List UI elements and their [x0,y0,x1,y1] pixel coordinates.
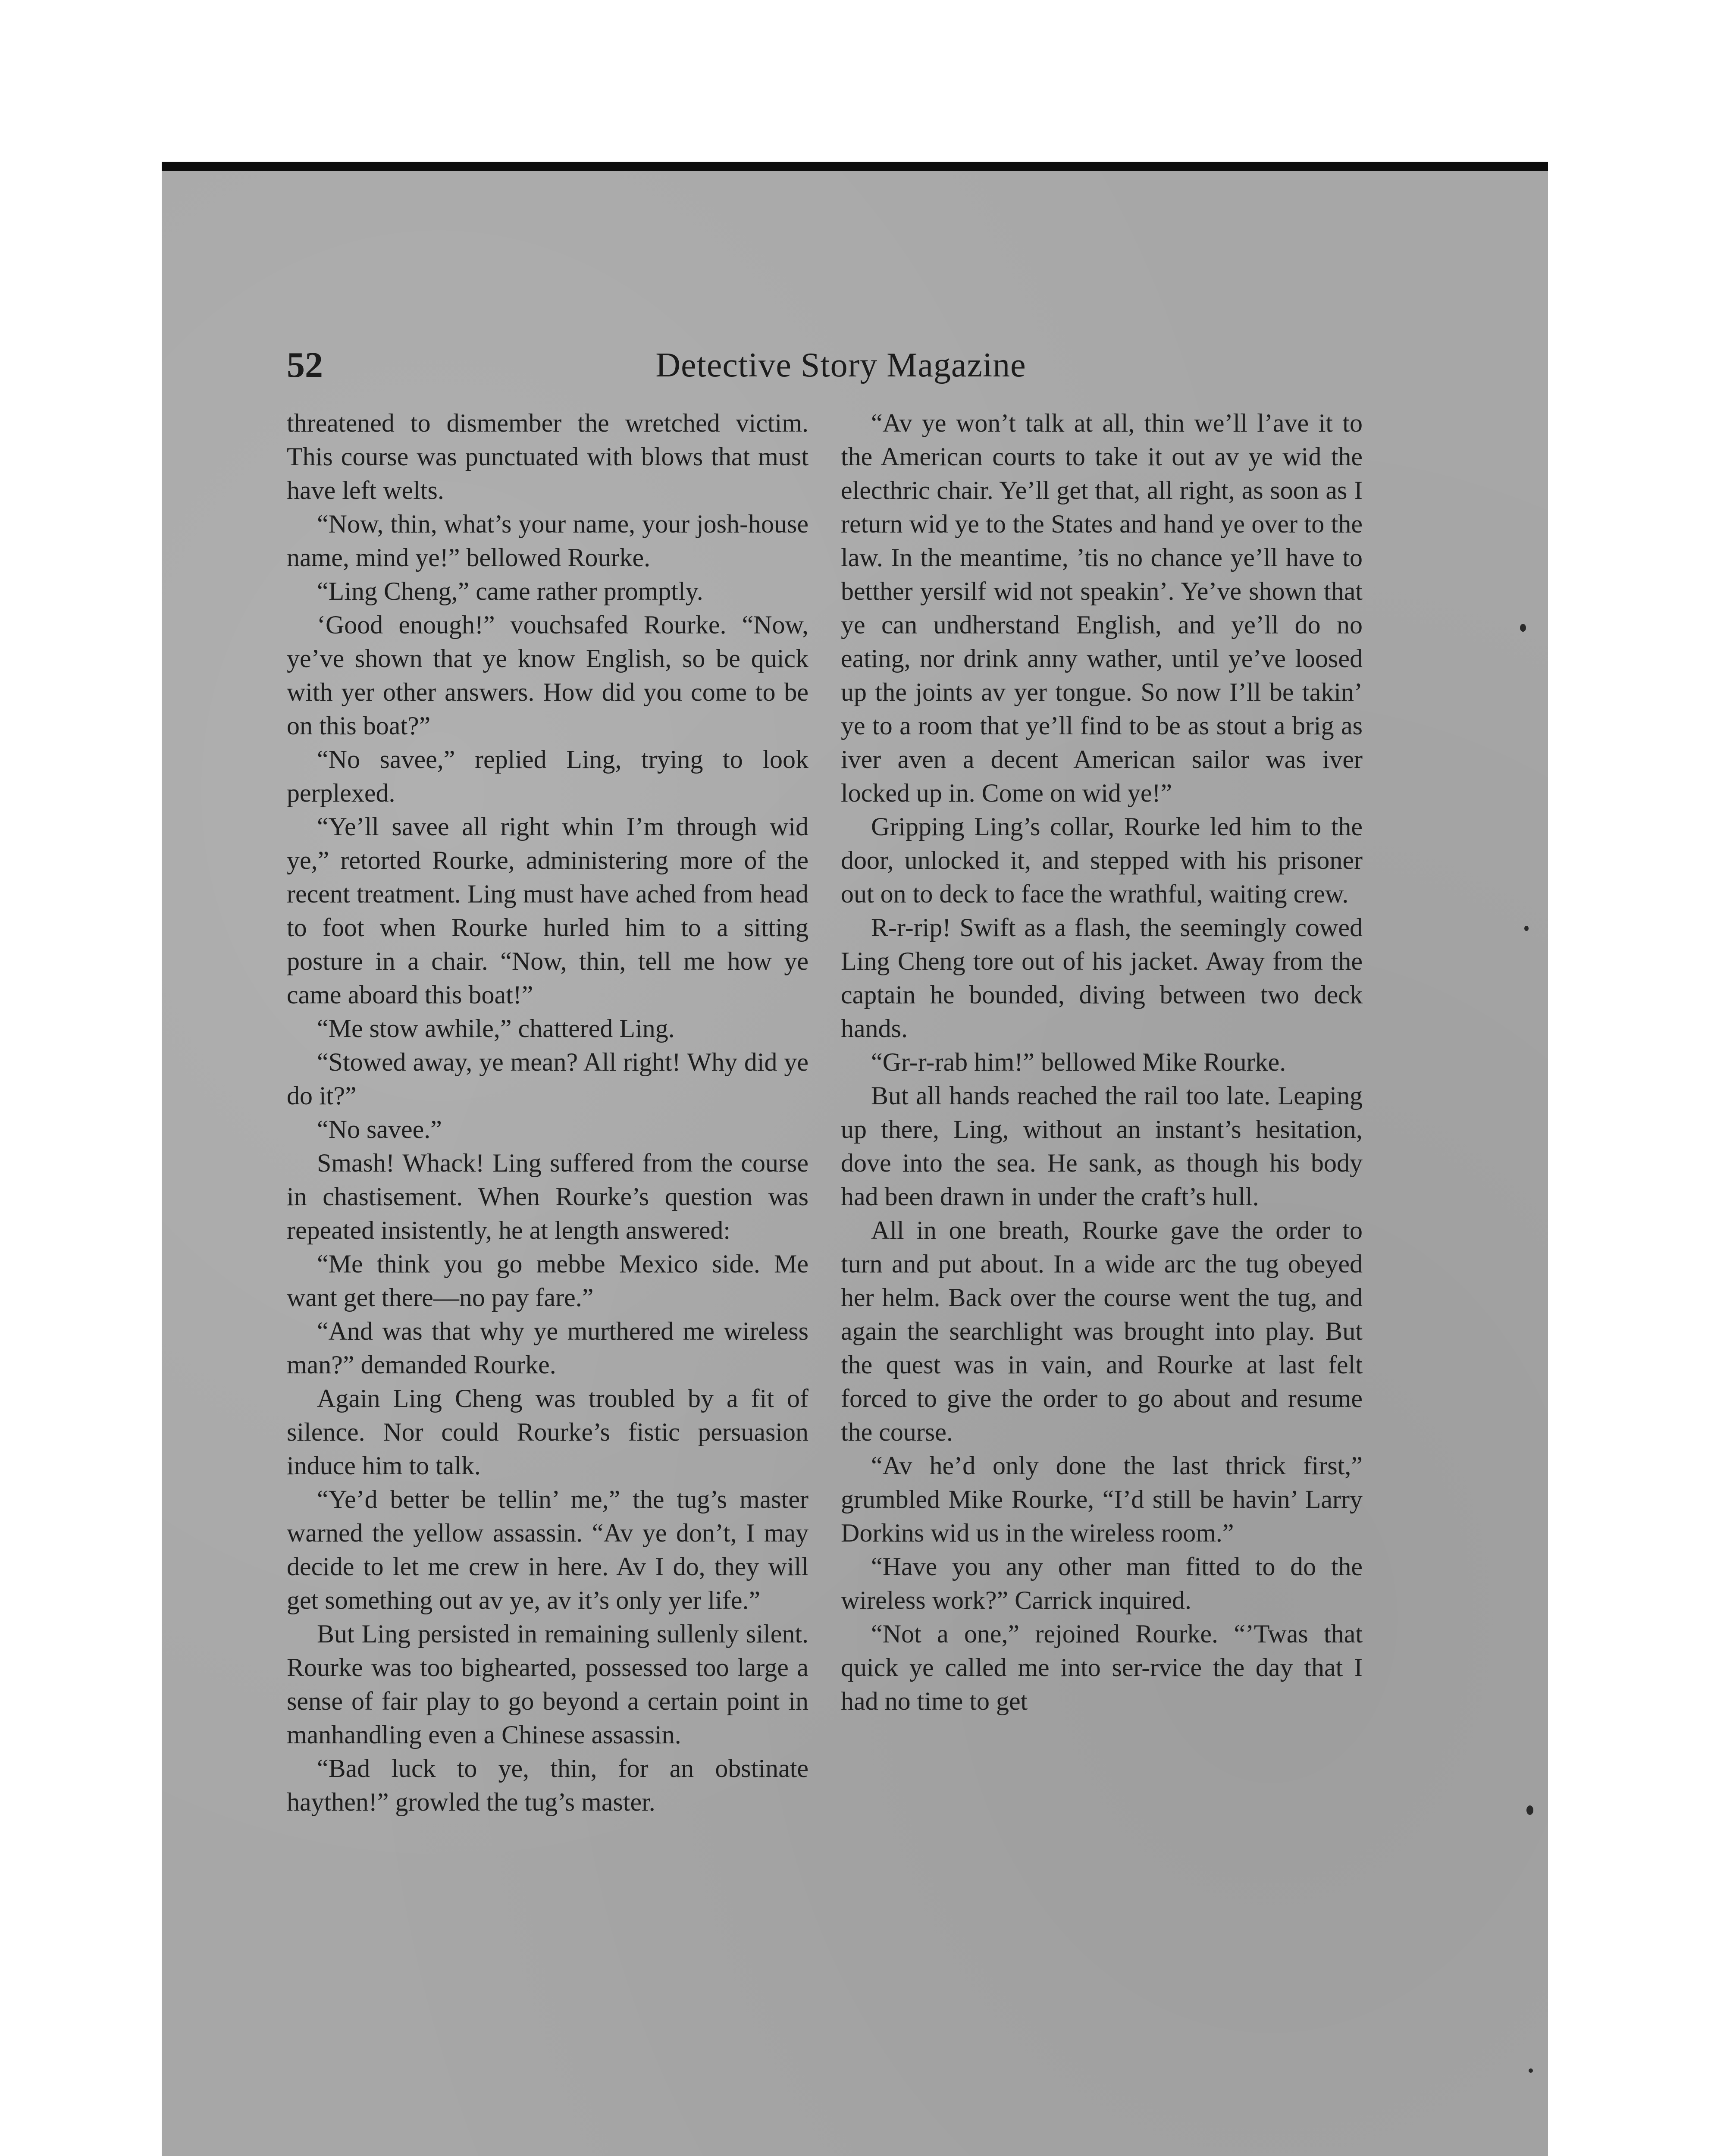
paragraph: “No savee,” replied Ling, trying to look perplexed. [287,745,808,807]
paragraph: “Not a one,” rejoined Rourke. “’Twas that quick ye called me into ser-rvice the day that I had no time to get [841,1620,1363,1715]
edge-speck [1520,624,1526,632]
paragraph: “Ling Cheng,” came rather promptly. [317,577,703,605]
left-column [287,406,808,1819]
paragraph: “Me think you go mebbe Mexico side. Me want get there—no pay fare.” [287,1250,808,1312]
paragraph: “Bad luck to ye, thin, for an obstinate haythen!” growled the tug’s master. [287,1754,808,1816]
paragraph: “Now, thin, what’s your name, your josh-house name, mind ye!” bellowed Rourke. [287,510,808,572]
paragraph: “Ye’d better be tellin’ me,” the tug’s master warned the yellow assassin. “Av ye don’t, I may decide to let me crew in here. Av I do, they will get something out av ye, av it’s only yer life.” [287,1485,808,1614]
paragraph: ‘Good enough!” vouchsafed Rourke. “Now, ye’ve shown that ye know English, so be quick with yer other answers. How did you come to be on this boat?” [287,611,808,740]
paragraph: “Stowed away, ye mean? All right! Why did ye do it?” [287,1048,808,1110]
paragraph: Smash! Whack! Ling suffered from the course in chastisement. When Rourke’s question was repeated insistently, he at length answered: [287,1149,808,1244]
paragraph: threatened to dismember the wretched victim. This course was punctuated with blows that must have left welts. [287,409,808,505]
paragraph: “Me stow awhile,” chattered Ling. [317,1014,675,1043]
paragraph: Gripping Ling’s collar, Rourke led him to the door, unlocked it, and stepped with his prisoner out on to deck to face the wrathful, waiting crew. [841,812,1363,908]
paragraph: “Av ye won’t talk at all, thin we’ll l’ave it to the American courts to take it out av ye wid the electhric chair. Ye’ll get that, all right, as soon as I return wid ye to the States and hand ye over to the law. In the meantime, ’tis no chance ye’ll have to betther yersilf wid not speakin’. Ye’ve shown that ye can undherstand English, and ye’ll do no eating, nor drink anny wather, until ye’ve loosed up the joints av yer tongue. So now I’ll be takin’ ye to a room that ye’ll find to be as stout a brig as iver aven a decent American sailor was iver locked up in. Come on wid ye!” [841,409,1363,807]
page-header [287,342,1395,389]
paragraph: But Ling persisted in remaining sullenly silent. Rourke was too bighearted, possessed too large a sense of fair play to go beyond a certain point in manhandling even a Chinese assassin. [287,1620,808,1749]
paragraph: “No savee.” [317,1115,442,1144]
paragraph: “Av he’d only done the last thrick first,” grumbled Mike Rourke, “I’d still be havin’ Larry Dorkins wid us in the wireless room.” [841,1451,1363,1547]
paragraph: “And was that why ye murthered me wireless man?” demanded Rourke. [287,1317,808,1379]
paragraph: Again Ling Cheng was troubled by a fit of silence. Nor could Rourke’s fistic persuasion induce him to talk. [287,1384,808,1480]
paragraph: “Have you any other man fitted to do the wireless work?” Carrick inquired. [841,1552,1363,1614]
right-column [841,406,1363,1718]
paragraph: R-r-rip! Swift as a flash, the seemingly cowed Ling Cheng tore out of his jacket. Away from the captain he bounded, diving between two deck hands. [841,913,1363,1043]
paragraph: All in one breath, Rourke gave the order to turn and put about. In a wide arc the tug obeyed her helm. Back over the course went the tug, and again the searchlight was brought into play. But the quest was in vain, and Rourke at last felt forced to give the order to go about and resume the course. [841,1216,1363,1446]
edge-speck [1526,1805,1533,1815]
paragraph: “Ye’ll savee all right whin I’m through wid ye,” retorted Rourke, administering more of the recent treatment. Ling must have ached from head to foot when Rourke hurled him to a sitting posture in a chair. “Now, thin, tell me how ye came aboard this boat!” [287,812,808,1009]
paragraph: But all hands reached the rail too late. Leaping up there, Ling, without an instant’s hesitation, dove into the sea. He sank, as though his body had been drawn in under the craft’s hull. [841,1081,1363,1211]
page-number: 52 [287,345,323,385]
edge-speck [1524,926,1529,931]
magazine-title: Detective Story Magazine [655,346,1026,384]
edge-speck [1529,2068,1533,2073]
scanned-page [162,162,1548,2156]
paragraph: “Gr-r-rab him!” bellowed Mike Rourke. [871,1048,1286,1076]
